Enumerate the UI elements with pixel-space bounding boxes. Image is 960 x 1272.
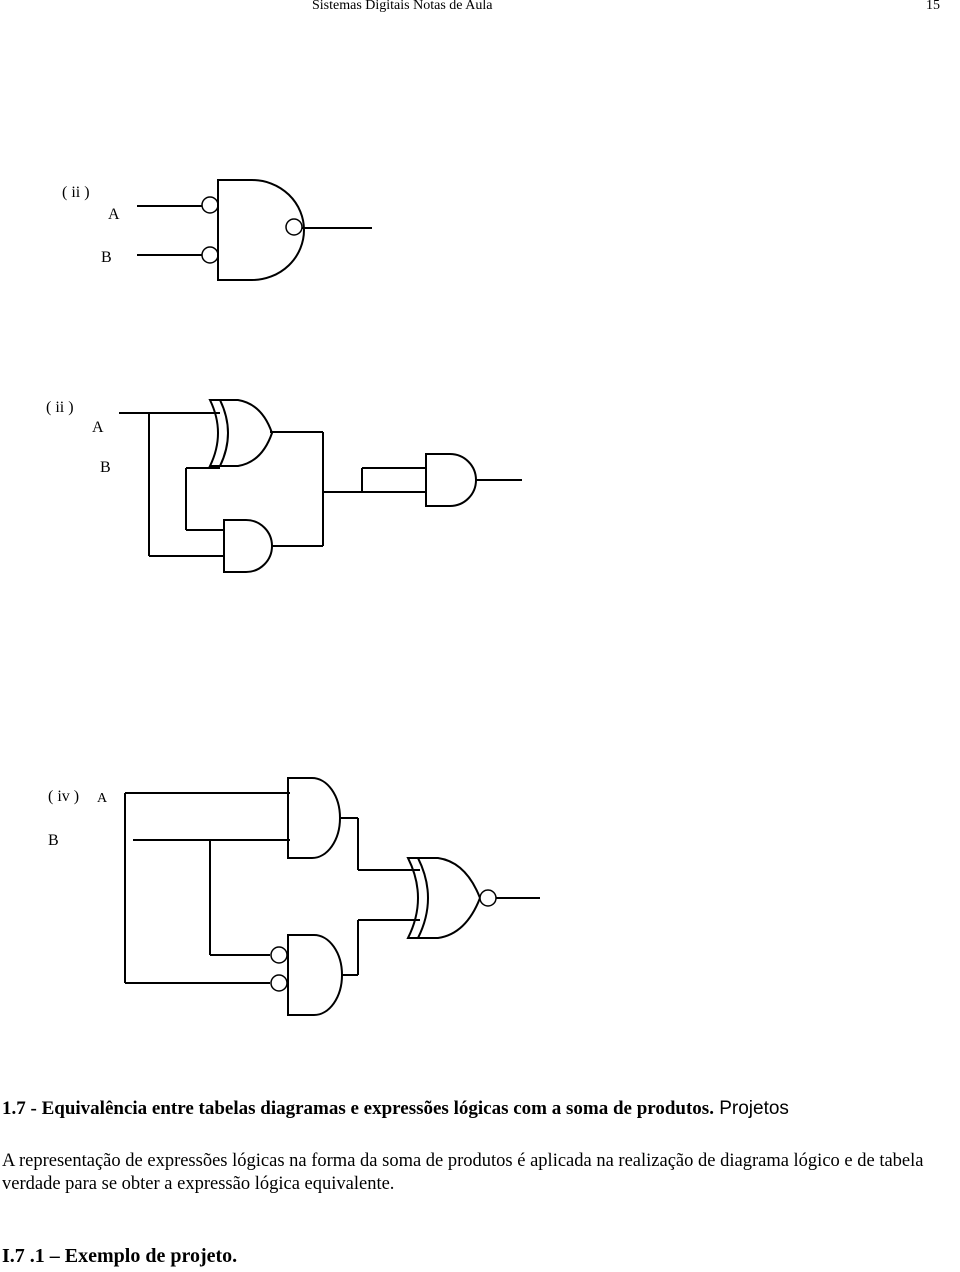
or-gate-inner-curve xyxy=(220,400,228,466)
section-paragraph: A representação de expressões lógicas na forma da soma de produtos é aplicada na realização de diagrama lógico e de tabela verdade para se obter a expressão lógica equivalente. xyxy=(2,1151,924,1194)
subsection-title: I.7 .1 – Exemplo de projeto. xyxy=(2,1245,238,1267)
circuit-3-input-b: B xyxy=(48,832,59,849)
and-gate-body xyxy=(426,454,476,506)
circuit-3-diagram xyxy=(125,778,540,1015)
circuit-1-label: ( ii ) xyxy=(62,184,90,201)
inversion-bubble xyxy=(202,197,218,213)
or-gate-body xyxy=(210,400,272,466)
page-number: 15 xyxy=(926,0,940,13)
inversion-bubble xyxy=(271,947,287,963)
and-gate-body xyxy=(288,778,340,858)
circuit-3-input-a: A xyxy=(97,791,108,806)
running-header: Sistemas Digitais Notas de Aula xyxy=(312,0,493,13)
and-gate-body xyxy=(288,935,342,1015)
circuit-3-label: ( iv ) xyxy=(48,788,80,805)
circuit-2-input-b: B xyxy=(100,459,111,476)
circuit-2-input-a: A xyxy=(92,419,104,436)
inversion-bubble xyxy=(202,247,218,263)
inversion-bubble xyxy=(271,975,287,991)
inversion-bubble xyxy=(480,890,496,906)
circuit-2-label: ( ii ) xyxy=(46,399,74,416)
section-title-main: 1.7 - Equivalência entre tabelas diagramas e expressões lógicas com a soma de produtos. xyxy=(2,1098,714,1119)
circuit-1-diagram xyxy=(137,180,372,280)
circuit-1-input-a: A xyxy=(108,206,120,223)
circuit-1-input-b: B xyxy=(101,249,112,266)
section-title xyxy=(2,1098,789,1120)
inversion-bubble xyxy=(286,219,302,235)
section-title-tail: Projetos xyxy=(713,1098,789,1119)
and-gate-body xyxy=(224,520,272,572)
circuit-2-diagram xyxy=(119,400,522,572)
